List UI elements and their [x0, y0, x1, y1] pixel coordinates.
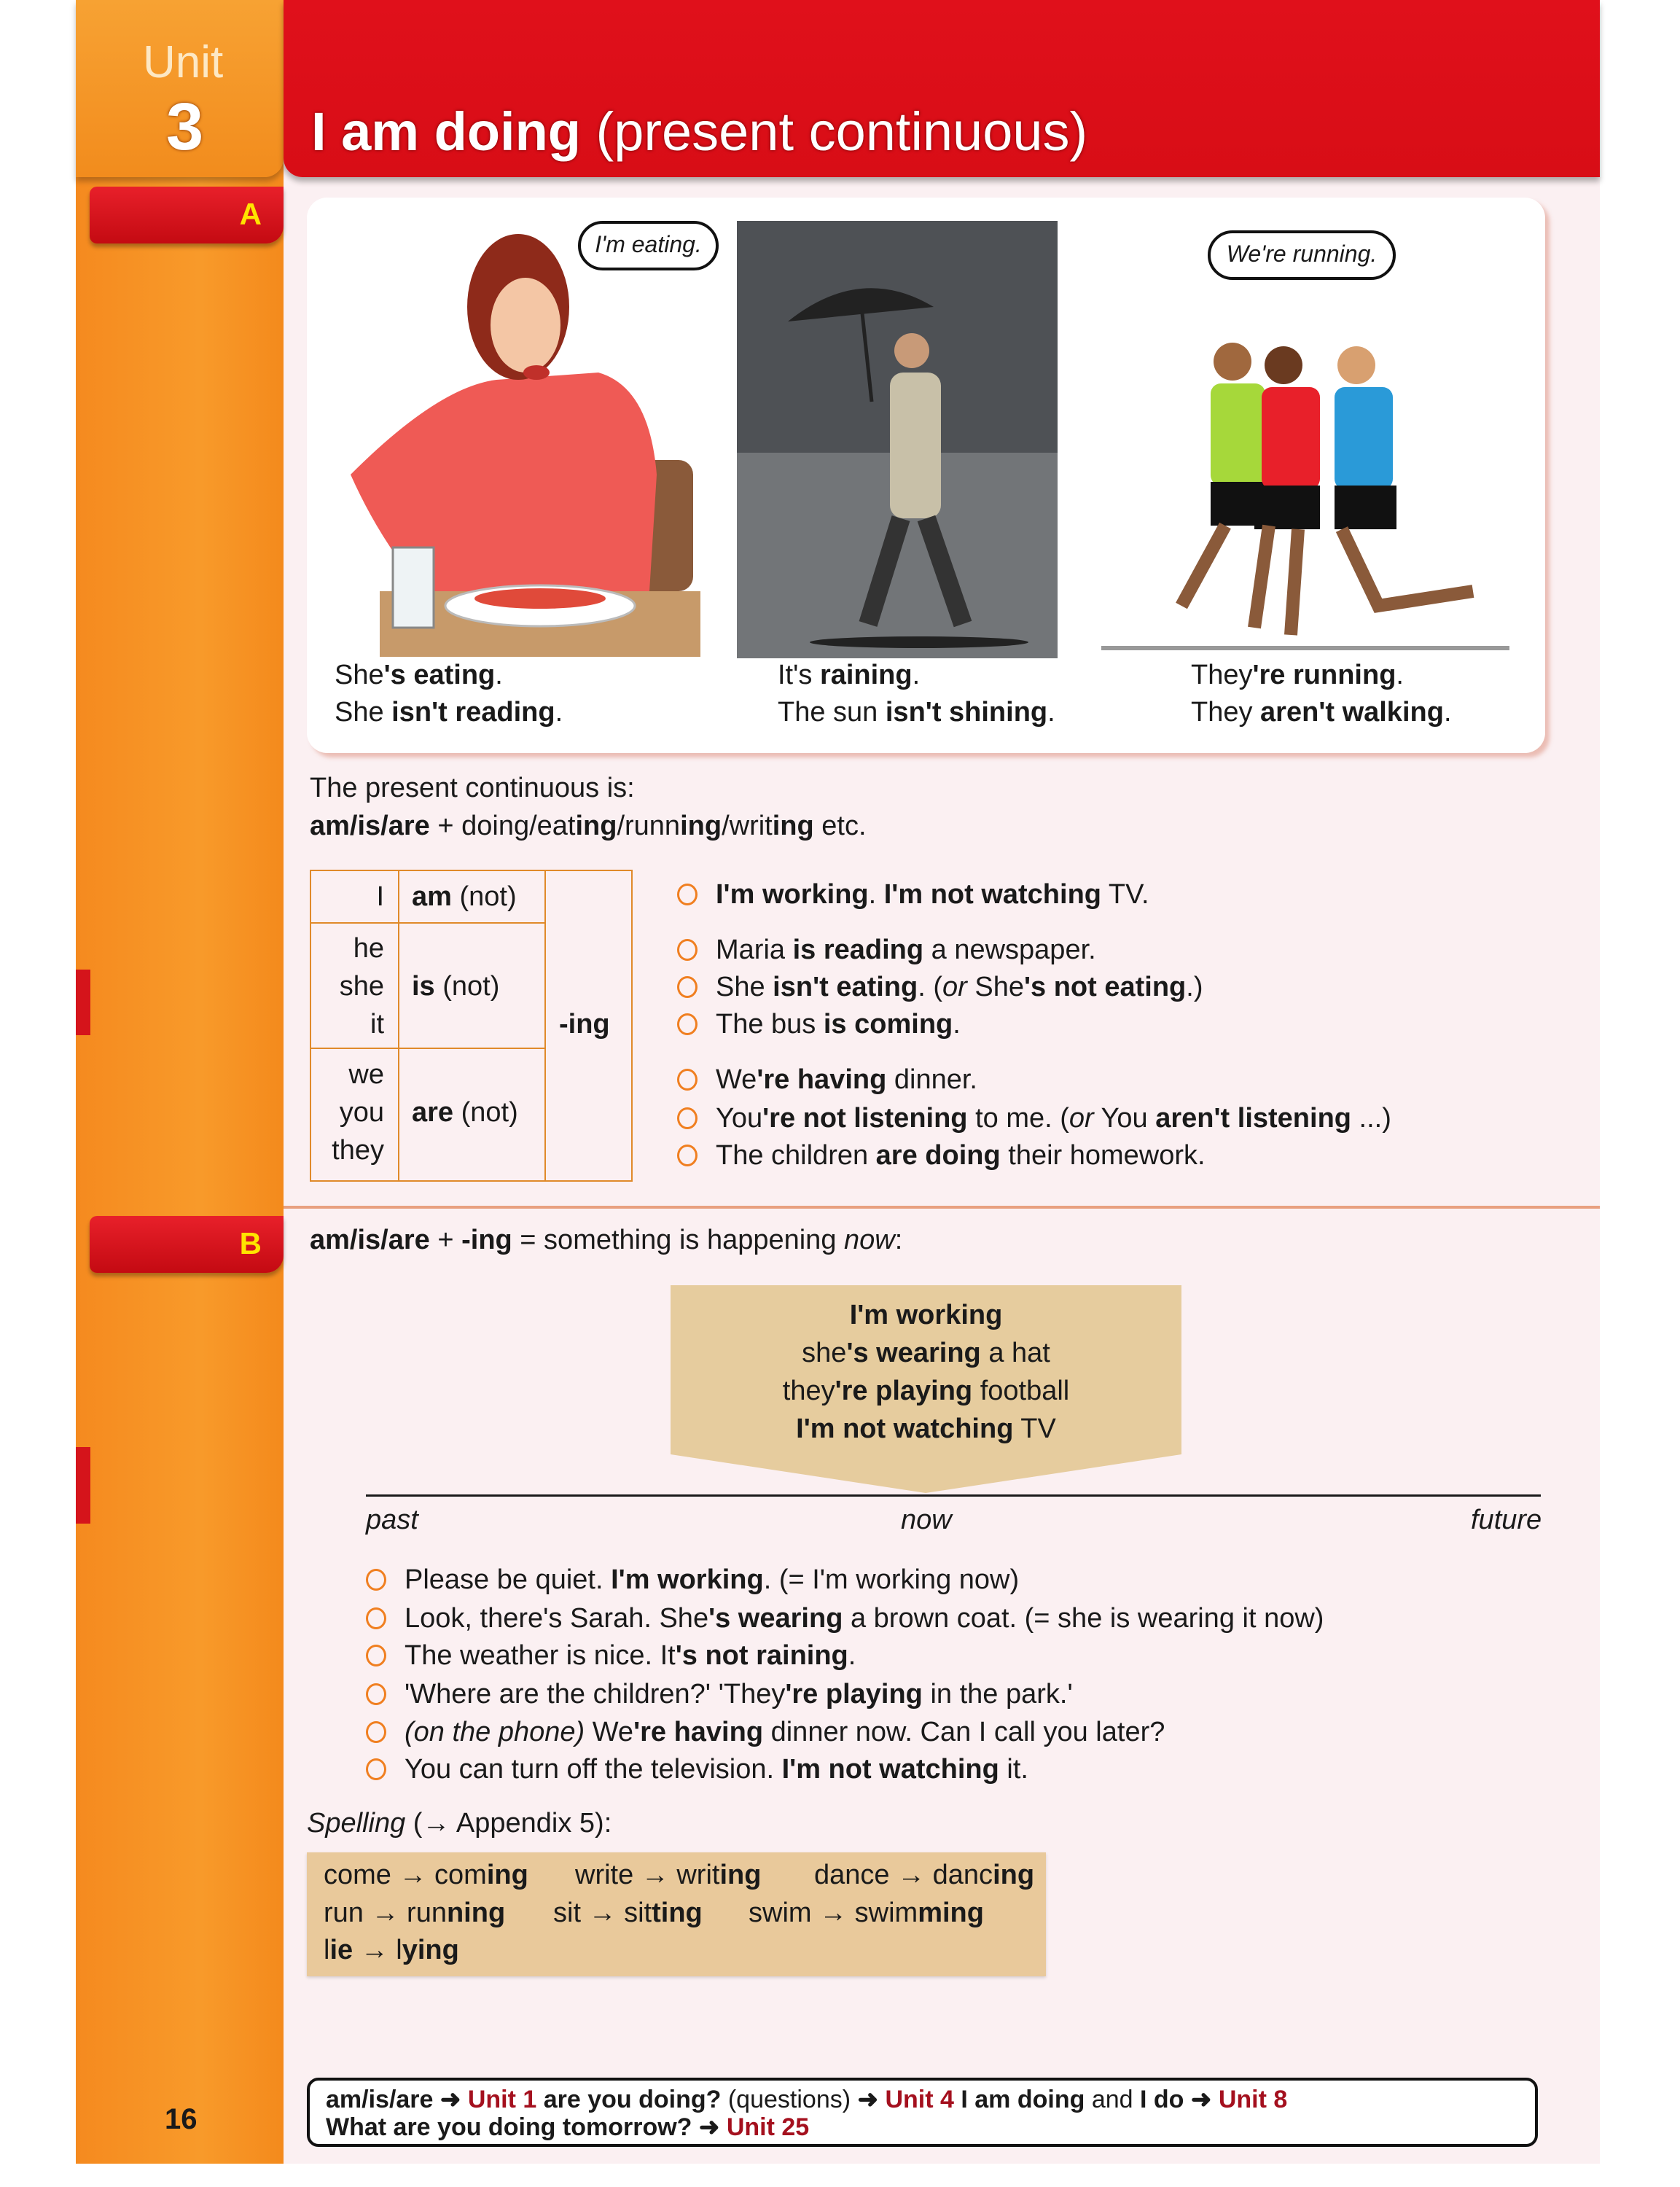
ground-line	[1101, 646, 1509, 650]
text-segment: (on the phone)	[405, 1717, 585, 1747]
pronoun-cell	[311, 929, 384, 1043]
rule-line	[310, 1225, 902, 1256]
text-segment: isn't shining	[885, 697, 1048, 728]
text-segment: is reading	[792, 935, 924, 965]
verb: is	[412, 971, 435, 1002]
text-segment: 's eating	[383, 660, 496, 690]
verb: am	[412, 881, 452, 912]
example-text	[716, 1007, 961, 1041]
text-segment: . (= I'm working now)	[763, 1564, 1020, 1595]
text-segment: to me. (	[967, 1103, 1069, 1134]
example-text	[405, 1602, 1324, 1635]
text-segment: .	[868, 879, 884, 910]
text-segment: swim → swim	[749, 1898, 918, 1928]
text-segment: football	[972, 1376, 1070, 1406]
pronoun: I	[376, 881, 384, 912]
text-segment: .	[1443, 697, 1452, 728]
text-segment: l	[324, 1935, 330, 1965]
runner-shirt-red	[1262, 387, 1320, 489]
woman-eating-illustration	[351, 234, 700, 657]
text-segment: a brown coat. (= she is wearing it now)	[843, 1603, 1324, 1634]
text-segment: (questions)	[727, 2086, 851, 2113]
intro-line-2	[310, 811, 867, 842]
text-segment: 're playing	[785, 1679, 923, 1710]
speech-bubble-eating: I'm eating.	[578, 221, 719, 270]
pronoun-cell	[311, 878, 384, 916]
text-segment: 'Where are the children?' 'They	[405, 1679, 786, 1710]
runner-shorts	[1254, 486, 1320, 529]
table-divider	[398, 871, 399, 1180]
text-segment: 's not eating	[1023, 972, 1187, 1002]
header-banner	[284, 0, 1600, 177]
text-segment: .	[1047, 697, 1055, 728]
text-segment: :	[894, 1225, 903, 1255]
text-segment: ...)	[1351, 1103, 1391, 1134]
text-segment: ying	[402, 1935, 459, 1965]
ing-suffix: -ing	[559, 1009, 610, 1040]
sidebar	[76, 0, 284, 2164]
mouth-shape	[523, 365, 550, 380]
text-segment: TV	[1013, 1414, 1056, 1444]
text-segment: ing	[772, 811, 814, 841]
text-segment: Spelling	[307, 1808, 406, 1839]
text-segment: She	[966, 972, 1024, 1002]
spelling-item	[553, 1898, 703, 1929]
text-segment: She	[716, 972, 773, 1002]
bullet-circle-icon	[677, 1145, 698, 1166]
text-segment: dinner now. Can I call you later?	[763, 1717, 1165, 1747]
text-segment: 's wearing	[846, 1338, 981, 1368]
example-text	[405, 1753, 1028, 1786]
runner-head	[1265, 346, 1302, 384]
caption-line	[1191, 694, 1452, 731]
spelling-item	[324, 1898, 505, 1929]
text-segment: 're having	[633, 1717, 764, 1747]
text-segment: 's wearing	[708, 1603, 843, 1634]
text-segment: I'm not watching	[781, 1754, 999, 1785]
text-segment: TV.	[1101, 879, 1149, 910]
intro-line-1: The present continuous is:	[310, 773, 635, 803]
face-shape	[491, 278, 560, 373]
text-segment: /runn	[617, 811, 681, 841]
text-segment: ning	[446, 1898, 506, 1928]
text-segment: ie	[329, 1935, 353, 1965]
text-segment: It's	[778, 660, 820, 690]
table-divider	[311, 922, 545, 924]
example-text	[405, 1639, 856, 1672]
example-text	[405, 1715, 1165, 1749]
section-tab-b	[90, 1216, 284, 1273]
text-segment: ing	[719, 1860, 762, 1890]
text-segment: 's not raining	[675, 1640, 848, 1671]
text-segment: a hat	[980, 1338, 1050, 1368]
runner-head	[1214, 343, 1251, 381]
caption-line	[778, 657, 1055, 694]
text-segment: sit → sit	[553, 1898, 652, 1928]
unit-link[interactable]: Unit 8	[1218, 2086, 1288, 2113]
rain-illustration	[737, 221, 1058, 658]
runner-head	[1337, 346, 1375, 384]
text-segment: +	[429, 1225, 462, 1255]
text-segment: I'm working	[716, 879, 869, 910]
caption-line	[335, 657, 563, 694]
text-segment: they	[782, 1376, 835, 1406]
text-segment: Maria	[716, 935, 793, 965]
example-text	[405, 1563, 1019, 1597]
table-divider	[311, 1048, 545, 1049]
bullet-circle-icon	[366, 1607, 386, 1629]
pronoun-cell	[311, 1056, 384, 1169]
caption-line	[335, 694, 563, 731]
text-segment: I do ➜	[1133, 2086, 1219, 2113]
box-line	[671, 1376, 1181, 1407]
timeline-now: now	[901, 1505, 952, 1535]
edge-marker	[76, 970, 90, 1035]
text-segment: etc.	[813, 811, 867, 841]
text-segment: now	[844, 1225, 895, 1255]
cross-reference-box	[307, 2078, 1538, 2147]
runner-shorts	[1335, 486, 1396, 529]
box-line	[671, 1414, 1181, 1445]
verb-cell	[412, 878, 517, 916]
conjugation-table	[310, 870, 633, 1182]
runners-illustration	[1101, 343, 1509, 650]
bullet-circle-icon	[366, 1645, 386, 1666]
text-segment: 're running	[1252, 660, 1396, 690]
bullet-circle-icon	[366, 1683, 386, 1705]
food-shape	[474, 588, 606, 609]
pronoun: you	[339, 1097, 384, 1128]
runner-shirt-green	[1211, 383, 1265, 486]
text-segment: isn't eating	[773, 972, 918, 1002]
spelling-item	[575, 1860, 761, 1891]
unit-link[interactable]: Unit 4	[885, 2086, 954, 2113]
text-segment: They	[1191, 660, 1253, 690]
timeline	[366, 1494, 1541, 1497]
text-segment: dance → danc	[814, 1860, 993, 1890]
text-segment: isn't reading	[391, 697, 555, 728]
negation: (not)	[434, 971, 500, 1002]
text-segment: .)	[1186, 972, 1203, 1002]
text-segment: is coming	[823, 1009, 953, 1040]
man-head	[894, 333, 929, 368]
bullet-circle-icon	[677, 1069, 698, 1091]
text-segment: am/is/are ➜	[326, 2086, 468, 2113]
text-segment: . (	[918, 972, 943, 1002]
timeline-future: future	[1471, 1505, 1542, 1535]
spelling-box	[307, 1852, 1046, 1976]
text-segment: in the park.'	[922, 1679, 1073, 1710]
verb-cell	[412, 1094, 518, 1131]
text-segment: 're having	[757, 1064, 887, 1095]
example-text	[716, 1139, 1206, 1172]
unit-label: Unit	[143, 37, 224, 87]
text-segment: Please be quiet.	[405, 1564, 612, 1595]
box-line	[671, 1300, 1181, 1331]
text-segment: = something is happening	[512, 1225, 845, 1255]
text-segment: are doing	[875, 1140, 1001, 1171]
example-text	[716, 970, 1203, 1004]
text-segment: or	[1068, 1103, 1094, 1134]
text-segment: She	[335, 697, 392, 728]
text-segment: .	[912, 660, 921, 690]
text-segment: I'm working	[849, 1300, 1003, 1330]
text-segment: .	[555, 697, 563, 728]
text-segment: am/is/are	[310, 811, 430, 841]
text-segment: The bus	[716, 1009, 824, 1040]
man-coat	[890, 373, 941, 518]
example-text	[716, 878, 1149, 911]
bullet-circle-icon	[677, 939, 698, 961]
spelling-item	[814, 1860, 1034, 1891]
pronoun: she	[339, 971, 384, 1002]
text-segment: she	[802, 1338, 847, 1368]
text-segment: ing	[486, 1860, 528, 1890]
text-segment: their homework.	[1000, 1140, 1206, 1171]
bullet-circle-icon	[677, 976, 698, 998]
unit-link[interactable]: Unit 1	[467, 2086, 537, 2113]
negation: (not)	[453, 1097, 518, 1128]
text-segment: ing	[680, 811, 722, 841]
pronoun: they	[332, 1135, 384, 1166]
text-segment: They	[1191, 697, 1261, 728]
text-segment: Look, there's Sarah. She	[405, 1603, 709, 1634]
verb-cell	[412, 967, 499, 1005]
text-segment: /writ	[722, 811, 773, 841]
edge-marker	[76, 1447, 90, 1524]
text-segment: ➜	[851, 2086, 886, 2113]
section-divider	[284, 1206, 1600, 1209]
section-b-label: B	[239, 1226, 262, 1260]
title-bold: I am doing	[311, 101, 581, 162]
cross-reference-line	[326, 2085, 1287, 2114]
glass-shape	[393, 547, 434, 628]
example-text	[716, 1063, 977, 1096]
section-tab-a	[90, 187, 284, 243]
text-segment: The sun	[778, 697, 886, 728]
caption-line	[1191, 657, 1452, 694]
bullet-circle-icon	[677, 884, 698, 905]
text-segment: What are you doing tomorrow? ➜	[326, 2113, 727, 2141]
text-segment: .	[1396, 660, 1404, 690]
text-segment: or	[942, 972, 967, 1002]
text-segment: .	[953, 1009, 961, 1040]
text-segment: 're not listening	[762, 1103, 968, 1134]
table-divider	[544, 871, 546, 1180]
text-segment: We	[716, 1064, 757, 1095]
bullet-circle-icon	[677, 1013, 698, 1035]
bullet-circle-icon	[677, 1107, 698, 1129]
example-text	[405, 1677, 1073, 1711]
text-segment: -ing	[461, 1225, 512, 1255]
text-segment: I'm not watching	[796, 1414, 1014, 1444]
title-rest: (present continuous)	[581, 101, 1088, 162]
timeline-past: past	[366, 1505, 418, 1535]
example-text	[716, 1102, 1391, 1135]
pronoun: it	[370, 1009, 384, 1040]
text-segment: am/is/are	[310, 1225, 430, 1255]
bullet-circle-icon	[366, 1758, 386, 1780]
pronoun: we	[348, 1059, 384, 1090]
text-segment: come → com	[324, 1860, 487, 1890]
spelling-label	[307, 1808, 612, 1839]
ground-shadow	[810, 636, 1028, 648]
text-segment: run → run	[324, 1898, 447, 1928]
text-segment: The weather is nice. It	[405, 1640, 676, 1671]
text-segment: + doing/eat	[429, 811, 576, 841]
text-segment: I am doing	[953, 2086, 1092, 2113]
spelling-item	[324, 1935, 459, 1966]
illustration-panel	[307, 198, 1545, 753]
text-segment: write → writ	[575, 1860, 720, 1890]
text-segment: aren't listening	[1155, 1103, 1351, 1134]
text-segment: She	[335, 660, 384, 690]
runner-legs	[1181, 526, 1473, 635]
text-segment: ming	[918, 1898, 984, 1928]
unit-link[interactable]: Unit 25	[726, 2113, 810, 2141]
text-segment: You	[716, 1103, 763, 1134]
page-number: 16	[165, 2103, 198, 2135]
text-segment: ing	[575, 811, 617, 841]
bullet-circle-icon	[366, 1721, 386, 1743]
text-segment: .	[495, 660, 503, 690]
text-segment: You can turn off the television.	[405, 1754, 782, 1785]
unit-number: 3	[166, 90, 204, 164]
caption-running	[1191, 657, 1452, 731]
text-segment: it.	[999, 1754, 1028, 1785]
caption-raining	[778, 657, 1055, 731]
box-line	[671, 1338, 1181, 1369]
speech-bubble-running: We're running.	[1208, 230, 1396, 280]
bullet-circle-icon	[366, 1569, 386, 1591]
text-segment: and	[1091, 2086, 1133, 2113]
spelling-item	[324, 1860, 528, 1891]
page-title	[311, 101, 1087, 163]
text-segment: I'm working	[611, 1564, 764, 1595]
spelling-item	[749, 1898, 984, 1929]
section-a-label: A	[239, 197, 262, 231]
text-segment: (→ Appendix 5):	[405, 1808, 612, 1839]
caption-line	[778, 694, 1055, 731]
text-segment: dinner.	[886, 1064, 977, 1095]
text-segment: I'm not watching	[883, 879, 1101, 910]
text-segment: The children	[716, 1140, 876, 1171]
runner-shirt-blue	[1335, 387, 1393, 489]
text-segment: are you doing?	[536, 2086, 728, 2113]
text-segment: We	[585, 1717, 634, 1747]
text-segment: aren't walking	[1260, 697, 1444, 728]
caption-eating	[335, 657, 563, 731]
text-segment: → l	[353, 1935, 402, 1965]
verb: are	[412, 1097, 454, 1128]
text-segment: You	[1093, 1103, 1156, 1134]
example-text	[716, 933, 1096, 967]
text-segment: 're playing	[835, 1376, 973, 1406]
text-segment: a newspaper.	[923, 935, 1096, 965]
text-segment: raining	[819, 660, 913, 690]
cross-reference-line	[326, 2113, 809, 2142]
text-segment: ing	[993, 1860, 1035, 1890]
text-segment: .	[848, 1640, 856, 1671]
negation: (not)	[451, 881, 517, 912]
pronoun: he	[353, 933, 384, 964]
text-segment: ting	[652, 1898, 703, 1928]
